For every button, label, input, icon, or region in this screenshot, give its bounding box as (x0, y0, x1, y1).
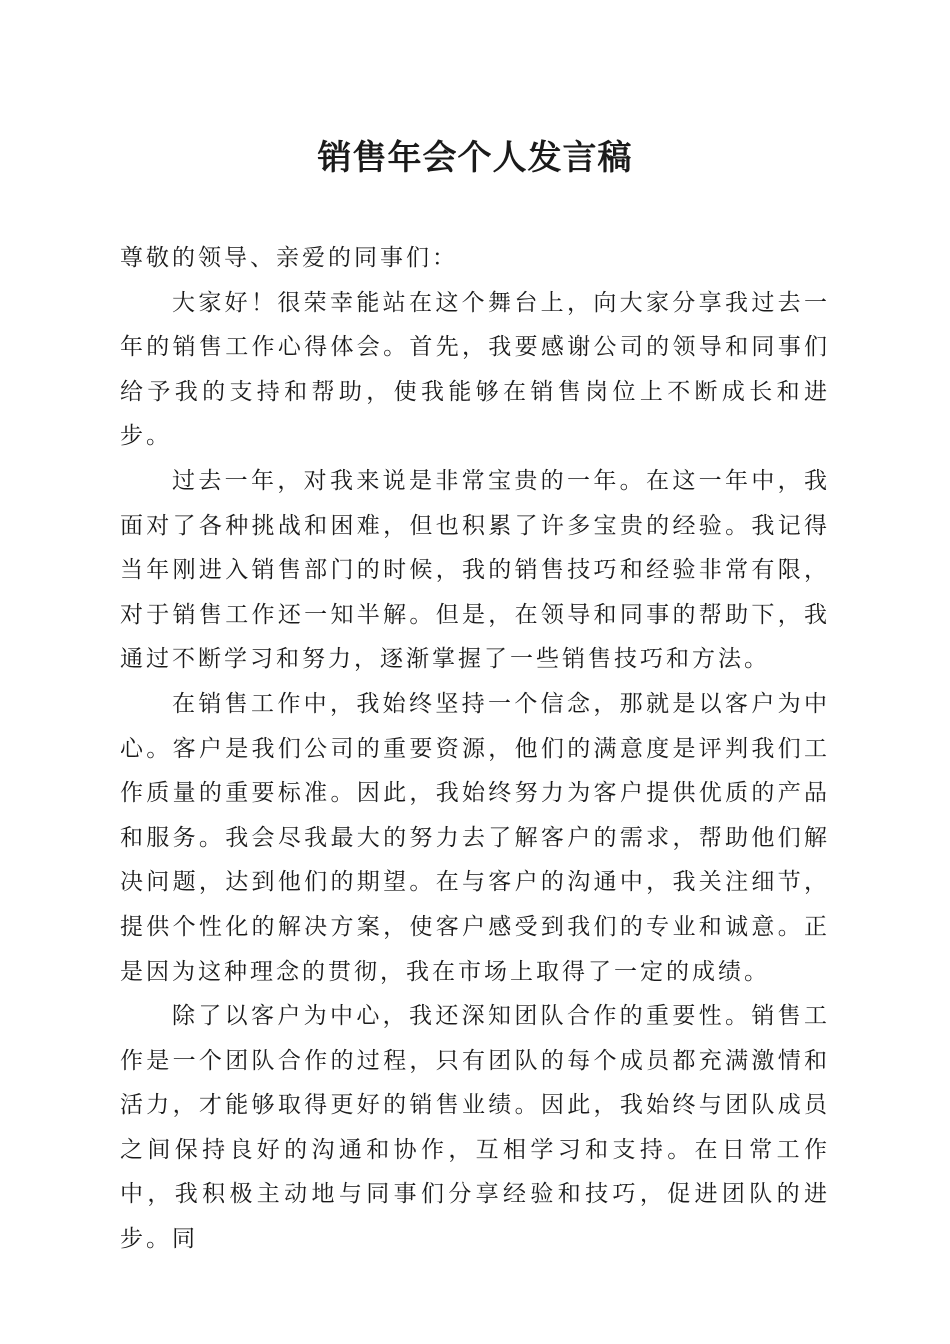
paragraph-3: 在销售工作中，我始终坚持一个信念，那就是以客户为中心。客户是我们公司的重要资源，他们的满意度是评判我们工作质量的重要标准。因此，我始终努力为客户提供优质的产品和服务。我会尽我最大的努力去了解客户的需求，帮助他们解决问题，达到他们的期望。在与客户的沟通中，我关注细节，提供个性化的解决方案，使客户感受到我们的专业和诚意。正是因为这种理念的贯彻，我在市场上取得了一定的成绩。 (120, 690, 830, 985)
document-body (120, 236, 830, 1262)
document-title: 销售年会个人发言稿 (317, 138, 633, 178)
salutation: 尊敬的领导、亲爱的同事们： (120, 245, 458, 271)
paragraph-4: 除了以客户为中心，我还深知团队合作的重要性。销售工作是一个团队合作的过程，只有团队的每个成员都充满激情和活力，才能够取得更好的销售业绩。因此，我始终与团队成员之间保持良好的沟通和协作，互相学习和支持。在日常工作中，我积极主动地与同事们分享经验和技巧，促进团队的进步。同 (120, 1003, 830, 1253)
paragraph-2: 过去一年，对我来说是非常宝贵的一年。在这一年中，我面对了各种挑战和困难，但也积累了许多宝贵的经验。我记得当年刚进入销售部门的时候，我的销售技巧和经验非常有限，对于销售工作还一知半解。但是，在领导和同事的帮助下，我通过不断学习和努力，逐渐掌握了一些销售技巧和方法。 (120, 467, 830, 673)
paragraph-1: 大家好！很荣幸能站在这个舞台上，向大家分享我过去一年的销售工作心得体会。首先，我要感谢公司的领导和同事们给予我的支持和帮助，使我能够在销售岗位上不断成长和进步。 (120, 289, 830, 450)
